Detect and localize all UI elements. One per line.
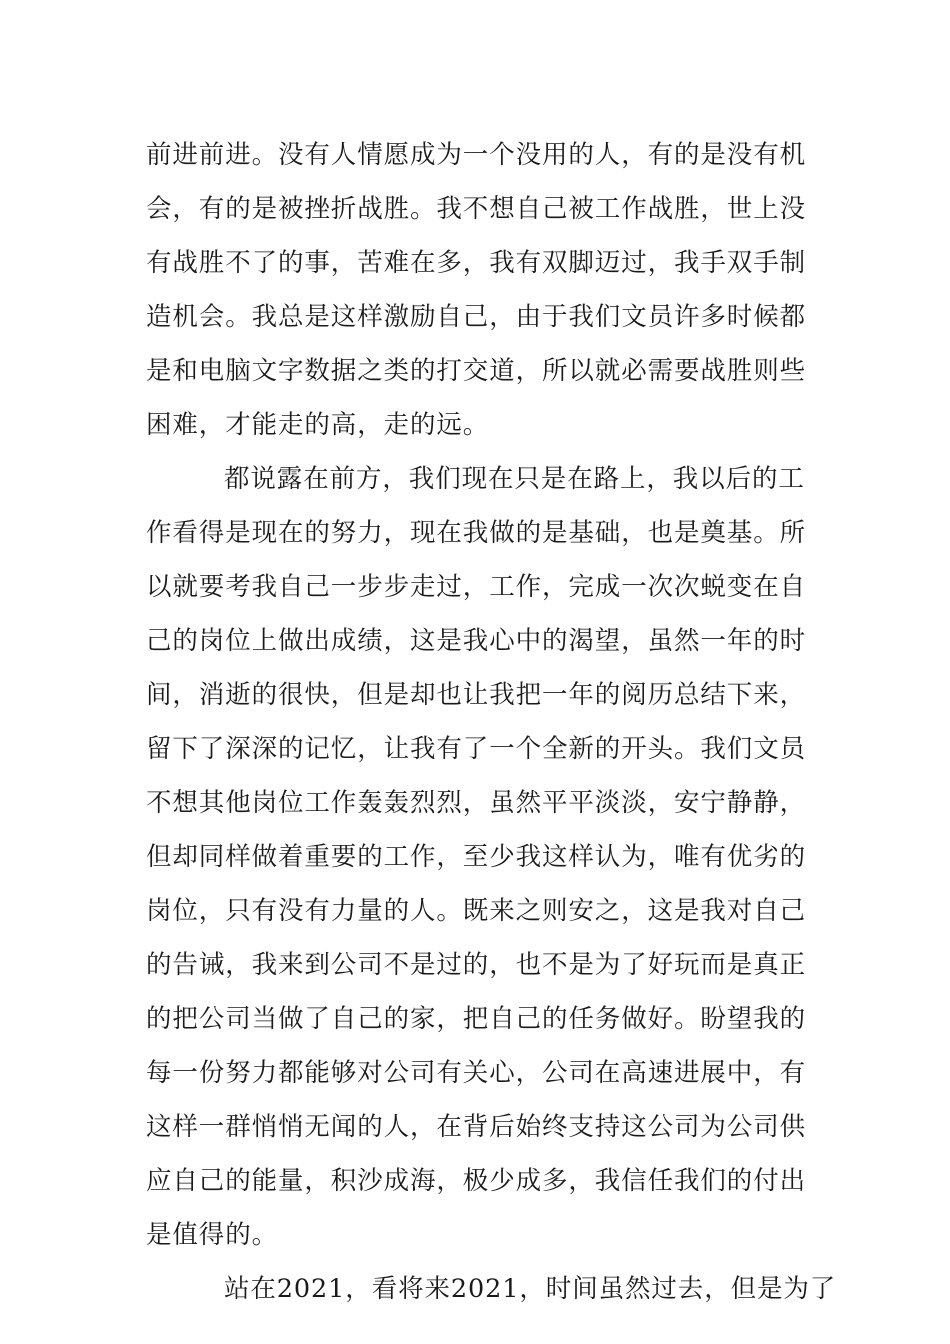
text-line: 应自己的能量，积沙成海，极少成多，我信任我们的付出 [146,1166,807,1196]
text-line: 都说露在前方，我们现在只是在路上，我以后的工 [224,464,805,494]
text-line: 但却同样做着重要的工作，至少我这样认为，唯有优劣的 [146,842,807,872]
text-line: 不想其他岗位工作轰轰烈烈，虽然平平淡淡，安宁静静， [146,788,807,818]
text-line: 以就要考我自己一步步走过，工作，完成一次次蜕变在自 [146,572,807,602]
paragraph-2 [146,452,806,1262]
text-line: 造机会。我总是这样激励自己，由于我们文员许多时候都 [146,302,807,332]
text-line: 有战胜不了的事，苦难在多，我有双脚迈过，我手双手制 [146,248,807,278]
text-line: 会，有的是被挫折战胜。我不想自己被工作战胜，世上没 [146,194,807,224]
text-line: 间，消逝的很快，但是却也让我把一年的阅历总结下来， [146,680,807,710]
text-line: 是值得的。 [146,1220,279,1250]
text-line: 岗位，只有没有力量的人。既来之则安之，这是我对自己 [146,896,807,926]
text-line: 留下了深深的记忆，让我有了一个全新的开头。我们文员 [146,734,807,764]
text-line: 前进前进。没有人情愿成为一个没用的人，有的是没有机 [146,140,807,170]
text-line: 的告诫，我来到公司不是过的，也不是为了好玩而是真正 [146,950,807,980]
text-line: 每一份努力都能够对公司有关心，公司在高速进展中，有 [146,1058,807,1088]
text-line: 站在2021，看将来2021，时间虽然过去，但是为了 [224,1274,837,1304]
paragraph-3 [146,1262,837,1316]
text-line: 是和电脑文字数据之类的打交道，所以就必需要战胜则些 [146,356,807,386]
text-line: 困难，才能走的高，走的远。 [146,410,490,440]
text-line: 这样一群悄悄无闻的人，在背后始终支持这公司为公司供 [146,1112,807,1142]
text-line: 己的岗位上做出成绩，这是我心中的渴望，虽然一年的时 [146,626,807,656]
document-body [146,128,837,1316]
text-line: 作看得是现在的努力，现在我做的是基础，也是奠基。所 [146,518,807,548]
paragraph-1 [146,128,806,452]
text-line: 的把公司当做了自己的家，把自己的任务做好。盼望我的 [146,1004,807,1034]
